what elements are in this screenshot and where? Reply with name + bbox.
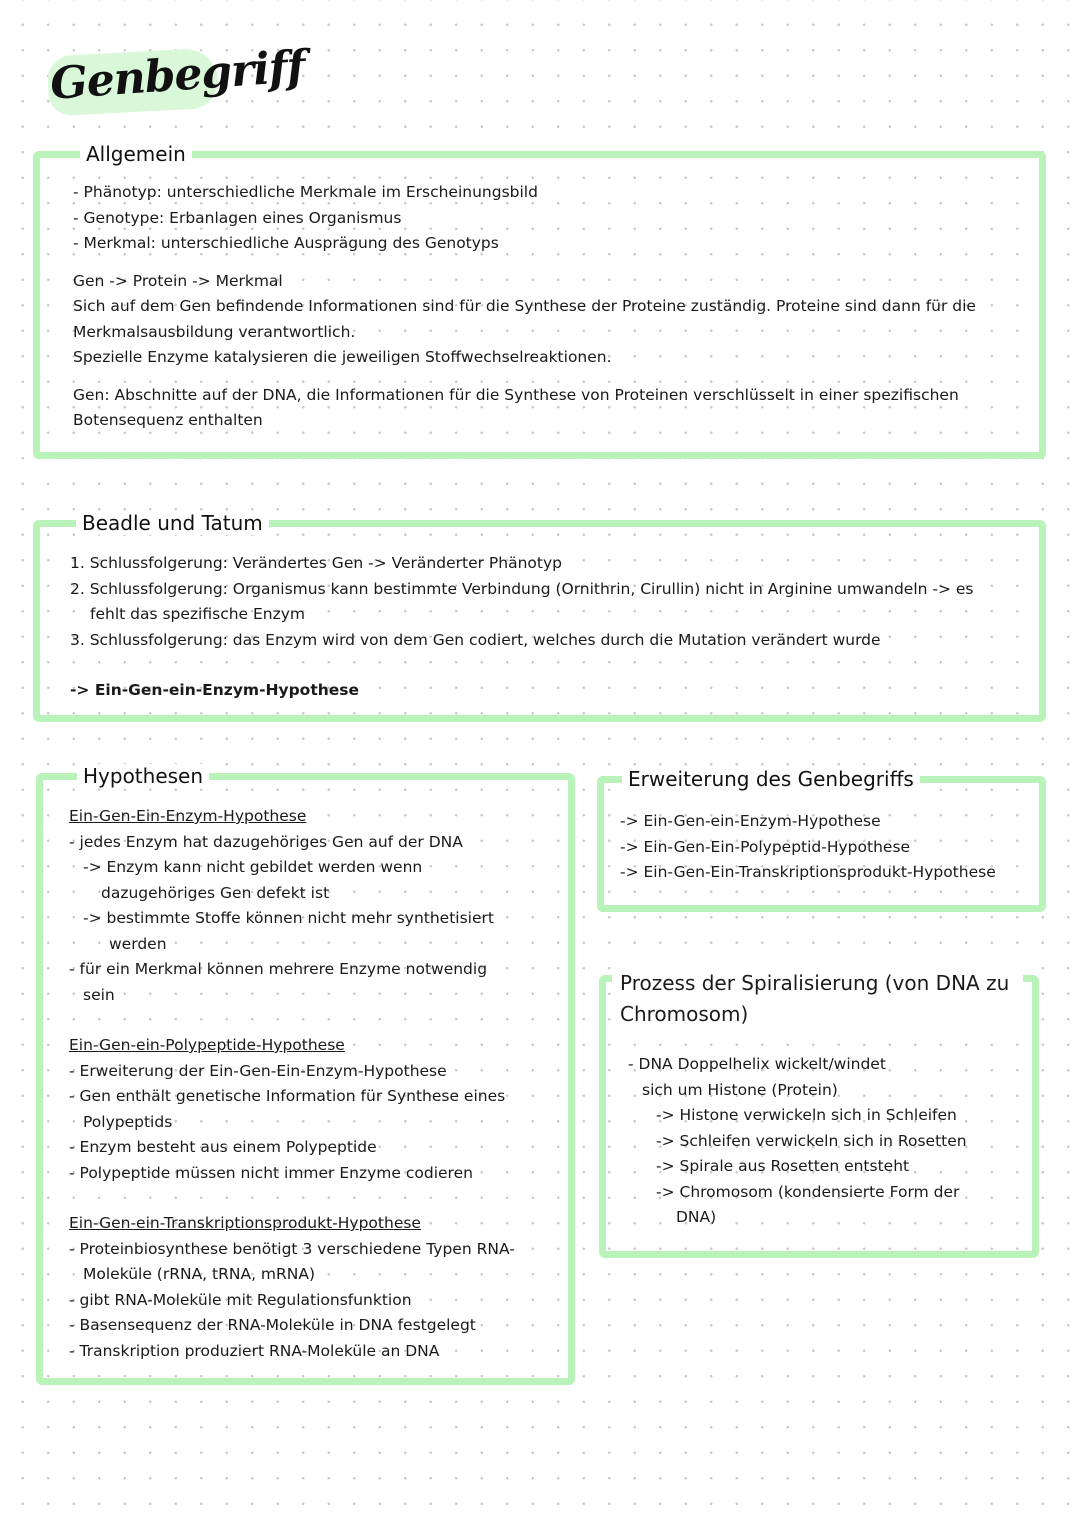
- hypothesis-line: werden: [109, 934, 167, 953]
- beadle-box: [33, 511, 1046, 722]
- spiral-line: -> Histone verwickeln sich in Schleifen: [656, 1106, 957, 1124]
- spiral-line: sich um Histone (Protein): [642, 1080, 838, 1099]
- beadle-result: -> Ein-Gen-ein-Enzym-Hypothese: [70, 681, 360, 699]
- gen-definition: Gen: Abschnitte auf der DNA, die Informationen für die Synthese von Proteinen verschlüsselt in einer spezifischen: [73, 385, 959, 404]
- spiral-line: - DNA Doppelhelix wickelt/windet: [628, 1055, 886, 1073]
- beadle-content: [70, 551, 1040, 704]
- hypothesis-line: - für ein Merkmal können mehrere Enzyme notwendig: [69, 960, 488, 978]
- hypothesis-line: - Proteinbiosynthese benötigt 3 verschiedene Typen RNA-: [69, 1239, 515, 1258]
- allgemein-paragraph: Merkmalsausbildung verantwortlich.: [73, 322, 356, 341]
- hypothesis-line: sein: [83, 985, 115, 1004]
- erweiterung-item: -> Ein-Gen-Ein-Transkriptionsprodukt-Hypothese: [620, 863, 996, 881]
- spiral-box: [599, 971, 1039, 1258]
- allgemein-paragraph: Spezielle Enzyme katalysieren die jeweiligen Stoffwechselreaktionen.: [73, 348, 612, 366]
- hypothesis-line: - Gen enthält genetische Information für Synthese eines: [69, 1087, 506, 1105]
- conclusion-item: 1. Schlussfolgerung: Verändertes Gen -> Veränderter Phänotyp: [70, 554, 562, 572]
- hypothesis-line: -> bestimmte Stoffe können nicht mehr synthetisiert: [83, 909, 494, 927]
- erweiterung-heading: Erweiterung des Genbegriffs: [622, 767, 920, 791]
- spiral-heading: [612, 966, 1023, 1032]
- hypothesis-line: - Erweiterung der Ein-Gen-Ein-Enzym-Hypothese: [69, 1061, 447, 1080]
- page-title: Genbegriff: [48, 41, 307, 110]
- spiral-heading-line: Prozess der Spiralisierung (von DNA zu: [620, 971, 1010, 995]
- hypothesen-box: [36, 764, 575, 1385]
- spiral-line: -> Chromosom (kondensierte Form der: [656, 1182, 960, 1201]
- hypothesis-line: - gibt RNA-Moleküle mit Regulationsfunktion: [69, 1290, 412, 1309]
- gen-definition: Botensequenz enthalten: [73, 411, 263, 429]
- beadle-heading: Beadle und Tatum: [76, 511, 269, 535]
- allgemein-bullet: - Genotype: Erbanlagen eines Organismus: [73, 208, 402, 227]
- spiral-line: -> Schleifen verwickeln sich in Rosetten: [656, 1131, 967, 1150]
- erweiterung-box: [597, 767, 1046, 912]
- title-area: [40, 40, 307, 122]
- hypothesis-line: - Polypeptide müssen nicht immer Enzyme codieren: [69, 1163, 473, 1182]
- hypothesis-title: Ein-Gen-ein-Polypeptide-Hypothese: [69, 1036, 345, 1054]
- allgemein-bullet: - Merkmal: unterschiedliche Ausprägung des Genotyps: [73, 234, 499, 252]
- allgemein-bullet: - Phänotyp: unterschiedliche Merkmale im Erscheinungsbild: [73, 183, 538, 201]
- allgemein-box: [33, 142, 1046, 459]
- hypothesis-line: -> Enzym kann nicht gebildet werden wenn: [83, 858, 423, 876]
- conclusion-item: fehlt das spezifische Enzym: [90, 605, 306, 623]
- hypothesis-line: - Basensequenz der RNA-Moleküle in DNA festgelegt: [69, 1316, 476, 1334]
- allgemein-flow: Gen -> Protein -> Merkmal: [73, 271, 283, 290]
- hypothesis-line: - Transkription produziert RNA-Moleküle an DNA: [69, 1341, 440, 1360]
- spiral-heading-line: Chromosom): [620, 1002, 749, 1026]
- hypothesis-line: Polypeptids: [83, 1112, 173, 1131]
- hypothesen-heading: Hypothesen: [77, 764, 209, 788]
- hypothesis-line: dazugehöriges Gen defekt ist: [101, 883, 330, 902]
- erweiterung-item: -> Ein-Gen-ein-Enzym-Hypothese: [620, 812, 881, 830]
- conclusion-item: 2. Schlussfolgerung: Organismus kann bestimmte Verbindung (Ornithrin, Cirullin) nicht in Arginine umwandeln -> es: [70, 579, 974, 598]
- hypothesen-content: [69, 804, 569, 1364]
- hypothesis-line: - jedes Enzym hat dazugehöriges Gen auf der DNA: [69, 832, 463, 851]
- allgemein-content: [73, 180, 1033, 434]
- spiral-content: [628, 1052, 1028, 1231]
- erweiterung-item: -> Ein-Gen-Ein-Polypeptid-Hypothese: [620, 837, 911, 856]
- hypothesis-line: - Enzym besteht aus einem Polypeptide: [69, 1138, 377, 1156]
- spiral-line: DNA): [676, 1208, 717, 1226]
- allgemein-heading: Allgemein: [80, 142, 192, 166]
- spiral-line: -> Spirale aus Rosetten entsteht: [656, 1157, 910, 1175]
- erweiterung-content: [620, 809, 1040, 886]
- hypothesis-line: Moleküle (rRNA, tRNA, mRNA): [83, 1265, 316, 1283]
- hypothesis-title: Ein-Gen-ein-Transkriptionsprodukt-Hypothese: [69, 1214, 421, 1232]
- allgemein-paragraph: Sich auf dem Gen befindende Informationen sind für die Synthese der Proteine zuständig. Proteine sind dann für die: [73, 297, 976, 315]
- hypothesis-title: Ein-Gen-Ein-Enzym-Hypothese: [69, 807, 307, 825]
- conclusion-item: 3. Schlussfolgerung: das Enzym wird von dem Gen codiert, welches durch die Mutation verändert wurde: [70, 630, 881, 649]
